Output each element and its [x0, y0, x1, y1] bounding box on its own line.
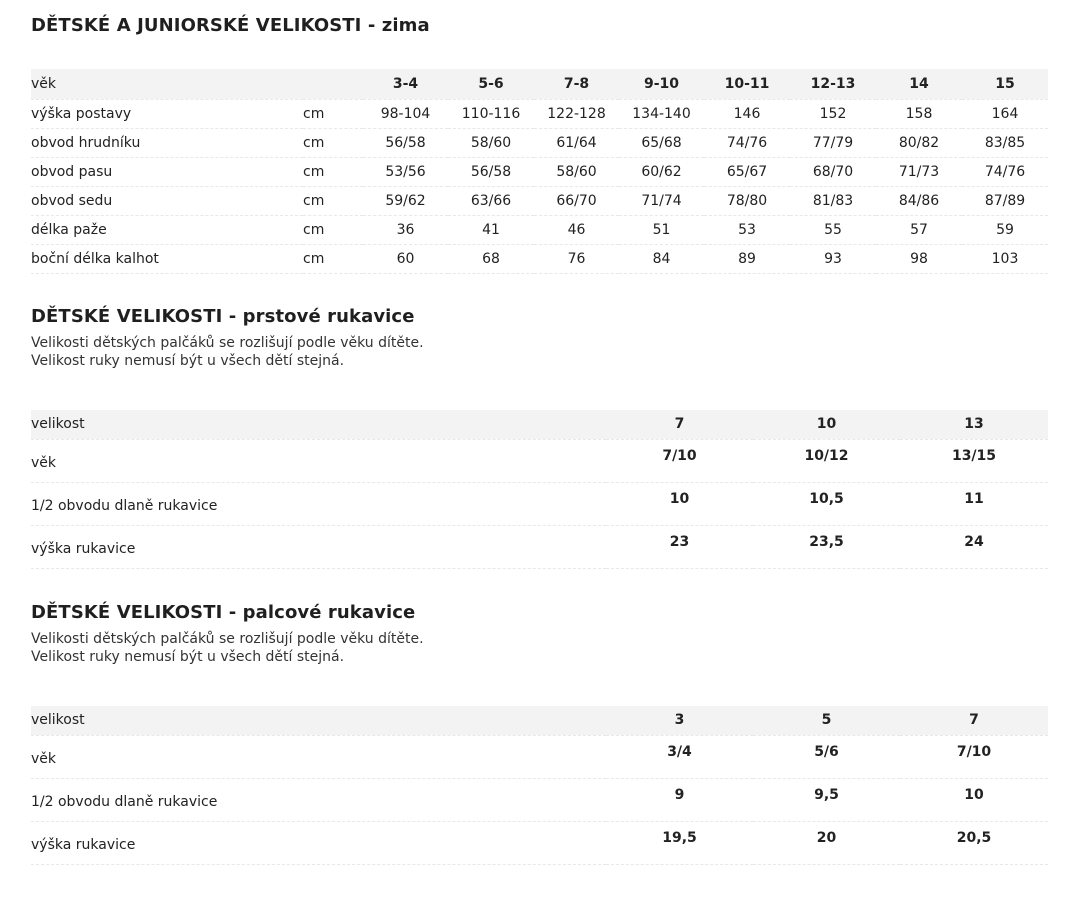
table-cell: 60: [363, 244, 448, 273]
table-cell: 7/10: [606, 439, 753, 482]
table-header-row: [31, 706, 1048, 735]
table-cell: 36: [363, 215, 448, 244]
table-row: [31, 128, 1048, 157]
table-row: [31, 99, 1048, 128]
mittens-table-wrap: [31, 706, 1048, 865]
winter-sizes-table: [31, 69, 1048, 274]
size-header: 14: [876, 69, 962, 99]
row-label: výška rukavice: [31, 525, 606, 568]
row-label: obvod pasu: [31, 157, 303, 186]
row-unit: cm: [303, 186, 363, 215]
table-row: [31, 439, 1048, 482]
mittens-table: [31, 706, 1048, 865]
table-row: [31, 778, 1048, 821]
table-cell: 51: [619, 215, 704, 244]
header-unit-cell: [303, 69, 363, 99]
table-cell: 9: [606, 778, 753, 821]
size-header: 12-13: [790, 69, 876, 99]
table-cell: 61/64: [534, 128, 619, 157]
table-cell: 10: [900, 778, 1048, 821]
table-cell: 65/67: [704, 157, 790, 186]
finger-gloves-title: DĚTSKÉ VELIKOSTI - prstové rukavice: [31, 306, 415, 327]
size-header: 15: [962, 69, 1048, 99]
table-row: [31, 482, 1048, 525]
table-cell: 81/83: [790, 186, 876, 215]
size-header: 5: [753, 706, 900, 735]
mittens-section: [31, 602, 1048, 666]
table-cell: 57: [876, 215, 962, 244]
table-cell: 74/76: [962, 157, 1048, 186]
table-cell: 78/80: [704, 186, 790, 215]
size-header: 3-4: [363, 69, 448, 99]
table-cell: 10,5: [753, 482, 900, 525]
table-cell: 59: [962, 215, 1048, 244]
table-cell: 63/66: [448, 186, 534, 215]
table-cell: 152: [790, 99, 876, 128]
table-cell: 68: [448, 244, 534, 273]
table-cell: 77/79: [790, 128, 876, 157]
table-cell: 58/60: [448, 128, 534, 157]
table-header-row: [31, 69, 1048, 99]
description-line: Velikost ruky nemusí být u všech dětí stejná.: [31, 649, 345, 665]
table-cell: 93: [790, 244, 876, 273]
finger-gloves-table: [31, 410, 1048, 569]
size-header: 9-10: [619, 69, 704, 99]
header-label: velikost: [31, 410, 606, 439]
table-cell: 10/12: [753, 439, 900, 482]
row-unit: cm: [303, 128, 363, 157]
table-cell: 89: [704, 244, 790, 273]
table-cell: 11: [900, 482, 1048, 525]
row-unit: cm: [303, 244, 363, 273]
winter-sizes-table-wrap: [31, 69, 1048, 274]
table-cell: 84/86: [876, 186, 962, 215]
row-unit: cm: [303, 157, 363, 186]
winter-sizes-section: [31, 15, 1048, 36]
winter-sizes-title: DĚTSKÉ A JUNIORSKÉ VELIKOSTI - zima: [31, 15, 430, 36]
finger-gloves-section: [31, 306, 1048, 370]
row-label: věk: [31, 439, 606, 482]
size-header: 7: [606, 410, 753, 439]
table-cell: 66/70: [534, 186, 619, 215]
table-cell: 53/56: [363, 157, 448, 186]
table-cell: 7/10: [900, 735, 1048, 778]
table-cell: 122-128: [534, 99, 619, 128]
table-row: [31, 157, 1048, 186]
table-cell: 98: [876, 244, 962, 273]
row-label: 1/2 obvodu dlaně rukavice: [31, 482, 606, 525]
table-cell: 76: [534, 244, 619, 273]
size-header: 10: [753, 410, 900, 439]
size-header: 10-11: [704, 69, 790, 99]
table-cell: 59/62: [363, 186, 448, 215]
row-label: obvod hrudníku: [31, 128, 303, 157]
row-label: výška rukavice: [31, 821, 606, 864]
table-cell: 23: [606, 525, 753, 568]
table-cell: 20,5: [900, 821, 1048, 864]
table-header-row: [31, 410, 1048, 439]
table-cell: 56/58: [448, 157, 534, 186]
table-cell: 84: [619, 244, 704, 273]
table-cell: 146: [704, 99, 790, 128]
table-cell: 5/6: [753, 735, 900, 778]
table-cell: 71/74: [619, 186, 704, 215]
table-cell: 46: [534, 215, 619, 244]
size-header: 7-8: [534, 69, 619, 99]
table-cell: 20: [753, 821, 900, 864]
table-cell: 164: [962, 99, 1048, 128]
finger-gloves-table-wrap: [31, 410, 1048, 569]
row-label: 1/2 obvodu dlaně rukavice: [31, 778, 606, 821]
finger-gloves-description: [31, 334, 1048, 370]
table-row: [31, 186, 1048, 215]
table-cell: 87/89: [962, 186, 1048, 215]
table-cell: 80/82: [876, 128, 962, 157]
table-cell: 23,5: [753, 525, 900, 568]
table-row: [31, 525, 1048, 568]
table-cell: 41: [448, 215, 534, 244]
table-cell: 65/68: [619, 128, 704, 157]
table-cell: 60/62: [619, 157, 704, 186]
header-label: věk: [31, 69, 303, 99]
description-line: Velikosti dětských palčáků se rozlišují podle věku dítěte.: [31, 631, 424, 647]
table-cell: 53: [704, 215, 790, 244]
row-label: boční délka kalhot: [31, 244, 303, 273]
description-line: Velikost ruky nemusí být u všech dětí stejná.: [31, 353, 345, 369]
table-cell: 3/4: [606, 735, 753, 778]
table-cell: 134-140: [619, 99, 704, 128]
mittens-title: DĚTSKÉ VELIKOSTI - palcové rukavice: [31, 602, 416, 623]
size-header: 7: [900, 706, 1048, 735]
table-cell: 68/70: [790, 157, 876, 186]
table-row: [31, 215, 1048, 244]
table-cell: 24: [900, 525, 1048, 568]
table-cell: 71/73: [876, 157, 962, 186]
table-cell: 55: [790, 215, 876, 244]
table-cell: 9,5: [753, 778, 900, 821]
size-header: 5-6: [448, 69, 534, 99]
table-row: [31, 244, 1048, 273]
table-cell: 110-116: [448, 99, 534, 128]
mittens-description: [31, 630, 1048, 666]
table-cell: 10: [606, 482, 753, 525]
table-cell: 19,5: [606, 821, 753, 864]
header-label: velikost: [31, 706, 606, 735]
row-unit: cm: [303, 99, 363, 128]
table-cell: 83/85: [962, 128, 1048, 157]
table-cell: 58/60: [534, 157, 619, 186]
table-row: [31, 821, 1048, 864]
table-cell: 13/15: [900, 439, 1048, 482]
table-cell: 74/76: [704, 128, 790, 157]
row-label: obvod sedu: [31, 186, 303, 215]
row-label: výška postavy: [31, 99, 303, 128]
table-cell: 98-104: [363, 99, 448, 128]
row-label: věk: [31, 735, 606, 778]
row-unit: cm: [303, 215, 363, 244]
table-cell: 103: [962, 244, 1048, 273]
size-header: 13: [900, 410, 1048, 439]
table-cell: 56/58: [363, 128, 448, 157]
table-cell: 158: [876, 99, 962, 128]
table-row: [31, 735, 1048, 778]
row-label: délka paže: [31, 215, 303, 244]
description-line: Velikosti dětských palčáků se rozlišují podle věku dítěte.: [31, 335, 424, 351]
size-header: 3: [606, 706, 753, 735]
